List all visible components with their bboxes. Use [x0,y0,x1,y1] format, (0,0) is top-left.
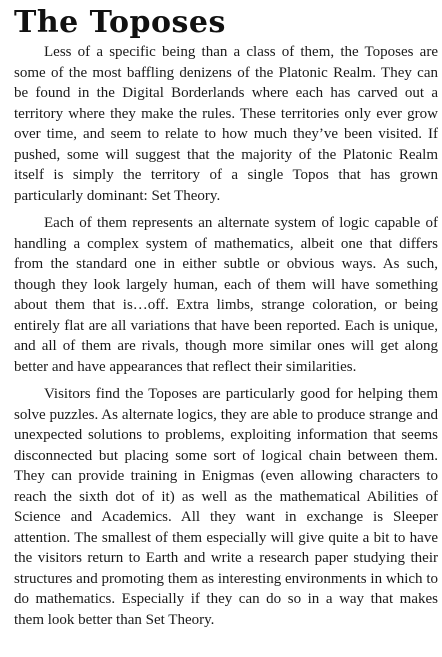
section-heading: The Toposes [14,5,226,40]
paragraph-logic-systems: Each of them represents an alternate system of logic capable of handling a complex system of mathematics, albeit one that differs from the standard one in either subtle or obvious ways. As such, though they look largely human, each of them will have something about them that is…off. Extra limbs, strange coloration, or being entirely flat are all variations that have been reported. Each is unique, and all of them are rivals, though more similar ones will get along better and have appearances that reflect their similarities. [14,215,438,375]
paragraph-intro: Less of a specific being than a class of them, the Toposes are some of the most baffling denizens of the Platonic Realm. They can be found in the Digital Borderlands where each has carved out a territory where they make the rules. These territories only ever grow over time, and seem to relate to how much they’ve been visited. If pushed, some will suggest that the majority of the Platonic Realm itself is simply the territory of a single Topos that has grown particularly dominant: Set Theory. [14,44,438,204]
paragraph-visitors: Visitors find the Toposes are particularly good for helping them solve puzzles. As alternate logics, they are able to produce strange and unexpected solutions to problems, exploiting information that seems disconnected but placing some sort of logical chain between them. They can provide training in Enigmas (even allowing characters to reach the sixth dot of it) as well as the mathematical Abilities of Science and Academics. All they want in exchange is Sleeper attention. The smallest of them especially will give quite a bit to have the visitors return to Earth and write a research paper studying their structures and promoting them as interesting environments in which to do mathematics. Especially if they can do so in a way that makes them look better than Set Theory. [14,386,438,628]
body-text [14,42,438,630]
document-page [14,4,438,637]
